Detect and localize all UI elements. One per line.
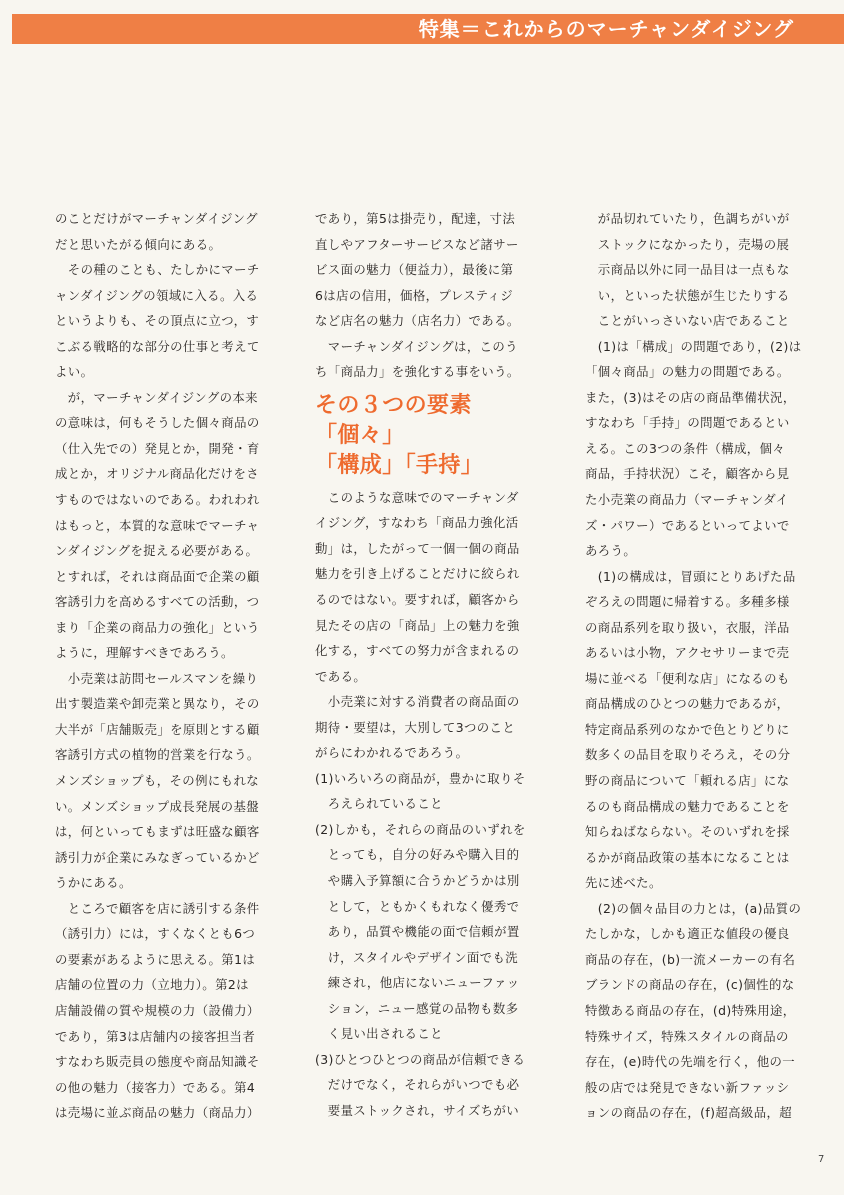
text-line: 要量ストックされ，サイズちがい: [315, 1102, 520, 1118]
text-line: (1)の構成は，冒頭にとりあげた品: [585, 568, 796, 584]
text-line: 商品の存在，(b)一流メーカーの有名: [585, 951, 796, 967]
text-line: あり，品質や機能の面で信頼が置: [315, 924, 520, 940]
text-line: が，マーチャンダイジングの本来: [55, 389, 258, 405]
section-heading-line-3: 「構成」「手持」: [315, 452, 484, 478]
text-line: （仕入先での）発見とか，開発・育: [55, 440, 260, 456]
text-line: い。メンズショップ成長発展の基盤: [55, 798, 260, 814]
text-line: (2)の個々品目の力とは，(a)品質の: [585, 900, 802, 916]
text-line: 場に並べる「便利な店」になるのも: [585, 670, 790, 686]
text-line: よい。: [55, 364, 94, 380]
text-line: 般の店では発見できない新ファッシ: [585, 1079, 790, 1095]
text-line: ズ・パワー）であるといってよいで: [585, 517, 790, 533]
column-2-top-text: [315, 206, 545, 385]
text-line: たしかな，しかも適正な値段の優良: [585, 926, 790, 942]
text-line: 野の商品について「頼れる店」にな: [585, 773, 790, 789]
text-line: 示商品以外に同一品目は一点もな: [585, 262, 790, 278]
text-line: 特徴ある商品の存在，(d)特殊用途，: [585, 1002, 796, 1018]
text-line: 出す製造業や卸売業と異なり，その: [55, 696, 260, 712]
text-line: であり，第5は掛売り，配達，寸法: [315, 211, 516, 226]
text-line: の商品系列を取り扱い，衣服，洋品: [585, 619, 790, 635]
text-line: 動」は，したがって一個一個の商品: [315, 540, 520, 556]
text-line: 存在，(e)時代の先端を行く，他の一: [585, 1054, 796, 1070]
text-line: 直しやアフターサービスなど諸サー: [315, 236, 519, 252]
text-line: 小売業は訪問セールスマンを繰り: [55, 670, 259, 686]
text-line: い，といった状態が生じたりする: [585, 287, 790, 303]
text-line: 商品，手持状況）こそ，顧客から見: [585, 466, 790, 482]
text-line: 化する，すべての努力が含まれるの: [315, 643, 520, 659]
text-line: あるいは小物，アクセサリーまで売: [585, 645, 790, 661]
text-line: というよりも、その頂点に立つ，す: [55, 313, 260, 329]
text-line: うかにある。: [55, 875, 132, 891]
text-line: (1)いろいろの商品が，豊かに取りそ: [315, 770, 526, 786]
text-line: すなわち「手持」の問題であるとい: [585, 415, 790, 431]
page-number: 7: [818, 1154, 825, 1165]
text-line: ョンの商品の存在，(f)超高級品，超: [585, 1105, 793, 1121]
text-line: 特殊サイズ，特殊スタイルの商品の: [585, 1028, 789, 1044]
text-line: こぶる戦略的な部分の仕事と考えて: [55, 338, 260, 354]
text-line: 成とか，オリジナル商品化だけをさ: [55, 466, 260, 482]
text-line: け，スタイルやデザイン面でも洗: [315, 949, 519, 965]
text-line: だと思いたがる傾向にある。: [55, 236, 222, 252]
text-line: ブランドの商品の存在，(c)個性的な: [585, 977, 795, 993]
text-line: ように，理解すべきであろう。: [55, 645, 234, 661]
text-column-1: [55, 206, 285, 1126]
text-line: だけでなく，それらがいつでも必: [315, 1077, 520, 1093]
text-line: ビス面の魅力（便益力），最後に第: [315, 262, 514, 278]
text-line: すものではないのである。われわれ: [55, 492, 260, 508]
text-line: のことだけがマーチャンダイジング: [55, 211, 258, 226]
text-line: また，(3)はその店の商品準備状況，: [585, 389, 796, 405]
text-line: （誘引力）には，すくなくとも6つ: [55, 926, 256, 942]
text-line: 6は店の信用，価格，プレスティジ: [315, 287, 514, 303]
text-line: 客誘引力を高めるすべての活動，つ: [55, 594, 260, 610]
section-heading-line-2: 「個々」: [315, 422, 405, 448]
text-line: の意味は，何もそうした個々商品の: [55, 415, 260, 431]
text-line: (1)は「構成」の問題であり，(2)は: [585, 338, 802, 354]
text-line: ことがいっさいない店であること: [585, 313, 790, 329]
text-line: 先に述べた。: [585, 875, 662, 891]
text-line: ション，ニュー感覚の品物も数多: [315, 1000, 519, 1016]
text-line: 練され，他店にないニューファッ: [315, 975, 520, 991]
text-line: など店名の魅力（店名力）である。: [315, 313, 520, 329]
text-line: るのではない。要すれば，顧客から: [315, 592, 520, 608]
text-line: メンズショップも，その例にもれな: [55, 773, 260, 789]
text-line: た小売業の商品力（マーチャンダイ: [585, 492, 789, 508]
text-line: ぞろえの問題に帰着する。多種多様: [585, 594, 790, 610]
text-line: るのも商品構成の魅力であることを: [585, 798, 790, 814]
text-line: える。この3つの条件（構成，個々: [585, 440, 786, 456]
text-line: まり「企業の商品力の強化」という: [55, 619, 260, 635]
text-line: 店舗設備の質や規模の力（設備力）: [55, 1002, 260, 1018]
text-line: 商品構成のひとつの魅力であるが，: [585, 696, 790, 712]
text-line: 客誘引方式の植物的営業を行なう。: [55, 747, 260, 763]
text-line: はもっと，本質的な意味でマーチャ: [55, 517, 260, 533]
text-line: は，何といってもまずは旺盛な顧客: [55, 824, 260, 840]
text-line: このような意味でのマーチャンダ: [315, 489, 519, 505]
text-line: あろう。: [585, 543, 637, 559]
text-line: 数多くの品目を取りそろえ，その分: [585, 747, 791, 763]
text-line: ンダイジングを捉える必要がある。: [55, 543, 259, 559]
text-line: 魅力を引き上げることだけに絞られ: [315, 566, 520, 582]
text-line: である。: [315, 668, 367, 684]
text-line: ャンダイジングの領域に入る。入る: [55, 287, 259, 303]
text-line: マーチャンダイジングは，このう: [315, 338, 518, 354]
text-line: の要素があるように思える。第1は: [55, 951, 256, 967]
text-line: 見たその店の「商品」上の魅力を強: [315, 617, 520, 633]
text-line: とすれば，それは商品面で企業の顧: [55, 568, 260, 584]
text-column-3: [585, 206, 815, 1126]
text-line: 「個々商品」の魅力の問題である。: [585, 364, 790, 380]
text-column-2: [315, 206, 545, 1124]
text-line: は売場に並ぶ商品の魅力（商品力）: [55, 1105, 260, 1121]
text-line: すなわち販売員の態度や商品知識そ: [55, 1054, 260, 1070]
section-heading-line-1: その３つの要素: [315, 392, 472, 418]
column-2-bottom-text: [315, 485, 545, 1124]
banner-title: 特集＝これからのマーチャンダイジング: [418, 17, 794, 41]
text-line: がらにわかれるであろう。: [315, 745, 469, 761]
text-line: であり，第3は店舗内の接客担当者: [55, 1028, 256, 1044]
text-line: その種のことも、たしかにマーチ: [55, 262, 260, 278]
text-line: ストックになかったり，売場の展: [585, 236, 790, 252]
text-line: とっても，自分の好みや購入目的: [315, 847, 520, 863]
section-banner: [12, 14, 844, 44]
text-line: 期待・要望は，大別して3つのこと: [315, 719, 516, 735]
text-line: く見い出されること: [315, 1026, 443, 1042]
text-line: 誘引力が企業にみなぎっているかど: [55, 849, 260, 865]
text-line: が品切れていたり，色調ちがいが: [585, 211, 790, 226]
section-heading: [315, 385, 545, 485]
text-line: や購入予算額に合うかどうかは別: [315, 873, 520, 889]
text-line: (2)しかも，それらの商品のいずれを: [315, 821, 526, 837]
text-line: 小売業に対する消費者の商品面の: [315, 694, 520, 710]
text-line: (3)ひとつひとつの商品が信頼できる: [315, 1051, 526, 1067]
text-line: 大半が「店舗販売」を原則とする顧: [55, 721, 260, 737]
text-line: イジング，すなわち「商品力強化活: [315, 515, 519, 531]
text-line: 店舗の位置の力（立地力）。第2は: [55, 977, 249, 993]
text-line: として，ともかくもれなく優秀で: [315, 898, 520, 914]
text-line: ところで顧客を店に誘引する条件: [55, 900, 260, 916]
text-line: ろえられていること: [315, 796, 443, 812]
text-line: るかが商品政策の基本になることは: [585, 849, 790, 865]
text-line: の他の魅力（接客力）である。第4: [55, 1079, 256, 1095]
text-line: 知らねばならない。そのいずれを採: [585, 824, 790, 840]
text-line: ち「商品力」を強化する事をいう。: [315, 364, 520, 380]
text-line: 特定商品系列のなかで色とりどりに: [585, 721, 790, 737]
